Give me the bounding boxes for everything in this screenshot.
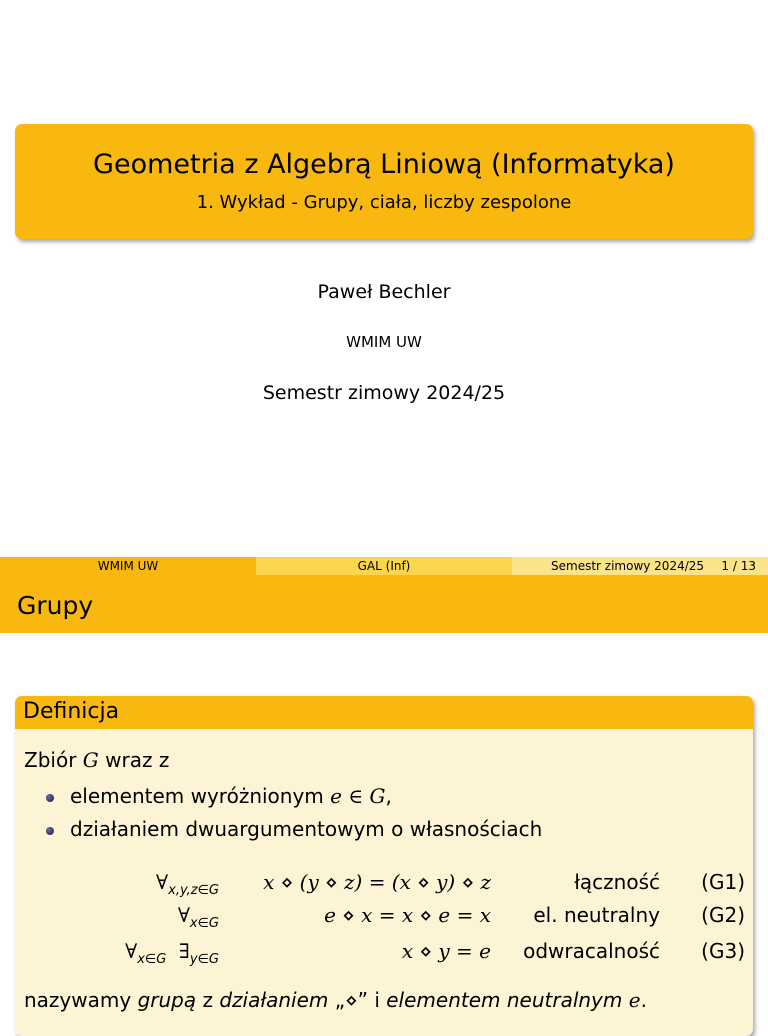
intro-rest: wraz z (98, 748, 170, 772)
axiom-name: łączność (574, 870, 660, 894)
definition-conclusion (24, 988, 647, 1012)
definition-intro (24, 748, 169, 772)
institute-name: WMIM UW (346, 333, 422, 351)
footer-semester: Semestr zimowy 2024/25 (551, 559, 705, 573)
definition-block-title: Definicja (23, 699, 120, 724)
quantifier-subscript: x∈G (137, 952, 167, 967)
axiom-tag: (G1) (701, 870, 745, 894)
axiom-quantifier (125, 939, 219, 967)
footer-institute: WMIM UW (0, 557, 256, 575)
title-box (15, 124, 753, 239)
footer-page-number: 1 / 13 (721, 559, 756, 573)
author-name: Paweł Bechler (317, 281, 451, 303)
frame-title-bar (0, 575, 768, 633)
frame-title: Grupy (17, 591, 94, 620)
bullet-label: działaniem dwuargumentowym o własnościach (70, 817, 543, 841)
bullet-label: elementem wyróżnionym (70, 784, 331, 808)
axiom-quantifier (178, 903, 219, 931)
conclusion-text: z (196, 988, 220, 1012)
conclusion-emphasis: działaniem (219, 988, 329, 1012)
definition-block (15, 696, 753, 1036)
axiom-formula: x ⋄ y = e (401, 939, 491, 963)
conclusion-text: nazywamy (24, 988, 138, 1012)
bullet-text (70, 817, 542, 841)
conclusion-math: e (628, 988, 641, 1012)
forall-symbol: ∀ (156, 870, 169, 894)
conclusion-emphasis: elementem neutralnym (386, 988, 623, 1012)
definition-block-header (15, 696, 753, 729)
footer-short-title: GAL (Inf) (256, 557, 512, 575)
quantifier-subscript: x∈G (189, 916, 219, 931)
conclusion-emphasis: grupą (137, 988, 197, 1012)
bullet-text (70, 784, 392, 808)
bullet-tail: , (385, 784, 392, 808)
axiom-tag: (G3) (701, 939, 745, 963)
conclusion-text: . (640, 988, 647, 1012)
axiom-quantifier (156, 870, 219, 898)
bullet-icon (46, 827, 54, 835)
presentation-title: Geometria z Algebrą Liniową (Informatyka) (93, 149, 675, 180)
axiom-tag: (G2) (701, 903, 745, 927)
bullet-math: e ∈ G (330, 784, 386, 808)
intro-math: G (82, 748, 99, 772)
presentation-subtitle: 1. Wykład - Grupy, ciała, liczby zespolone (196, 192, 572, 213)
conclusion-text: „⋄” i (328, 988, 387, 1012)
axiom-name: odwracalność (523, 939, 660, 963)
axiom-formula: e ⋄ x = x ⋄ e = x (324, 903, 491, 927)
quantifier-subscript: x,y,z∈G (168, 883, 219, 898)
exists-symbol: ∃ (179, 939, 190, 963)
intro-text: Zbiór (24, 748, 83, 772)
forall-symbol: ∀ (125, 939, 138, 963)
bullet-icon (46, 794, 54, 802)
quantifier-subscript: y∈G (189, 952, 219, 967)
axiom-name: el. neutralny (533, 903, 660, 927)
axiom-formula: x ⋄ (y ⋄ z) = (x ⋄ y) ⋄ z (263, 870, 491, 894)
slide-footer (0, 557, 768, 575)
footer-right-section (512, 557, 768, 575)
forall-symbol: ∀ (177, 903, 190, 927)
semester-date: Semestr zimowy 2024/25 (262, 382, 506, 404)
